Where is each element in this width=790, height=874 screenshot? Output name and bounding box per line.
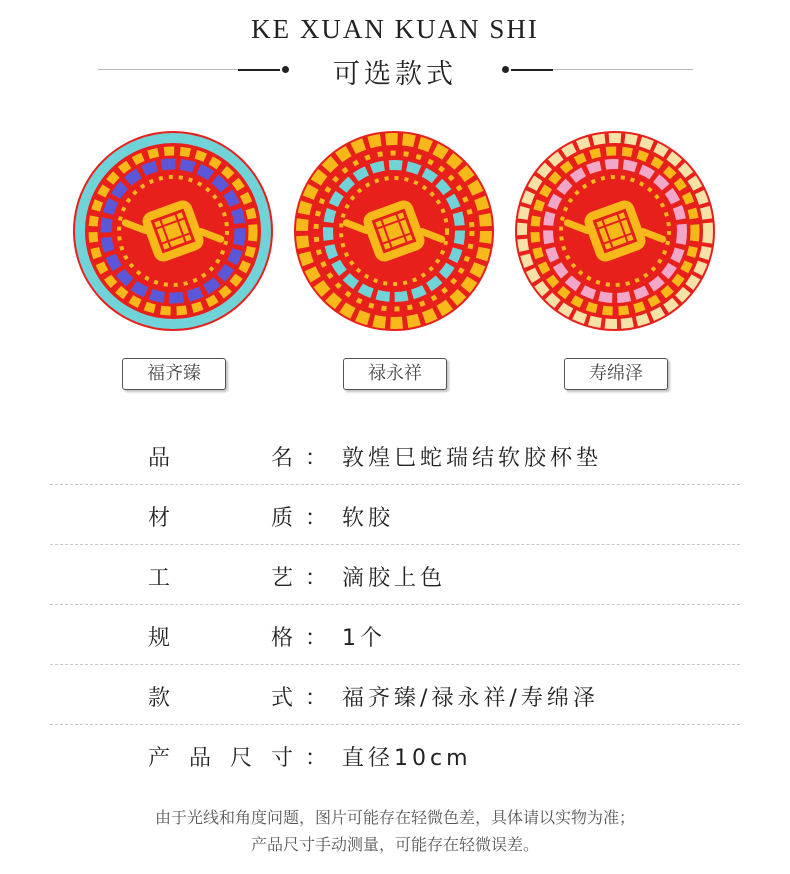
spec-value: 直径10cm xyxy=(342,746,472,771)
disclaimer-line: 由于光线和角度问题，图片可能存在轻微色差，具体请以实物为准； xyxy=(154,808,635,827)
spec-row xyxy=(50,605,740,665)
spec-row xyxy=(50,725,740,785)
spec-label: 规 格 xyxy=(148,626,293,651)
style-label-shou: 寿绵泽 xyxy=(564,358,668,390)
style-label-lu: 禄永祥 xyxy=(343,358,447,390)
chinese-knot-icon xyxy=(72,130,274,332)
spec-colon: ： xyxy=(305,686,328,711)
spec-colon: ： xyxy=(305,506,328,531)
spec-row xyxy=(50,665,740,725)
chinese-knot-icon xyxy=(514,130,716,332)
spec-label: 工 艺 xyxy=(148,566,293,591)
spec-label: 材 质 xyxy=(148,506,293,531)
coaster-image-lu xyxy=(293,130,495,332)
spec-value: 滴胶上色 xyxy=(342,566,447,591)
spec-table xyxy=(50,425,740,785)
spec-label: 款 式 xyxy=(148,686,293,711)
disclaimer-line: 产品尺寸手动测量，可能存在轻微误差。 xyxy=(250,835,539,854)
section-title: 可选款式 xyxy=(333,59,457,90)
disclaimer-notes xyxy=(0,804,790,858)
section-title-row xyxy=(0,52,790,88)
style-label-fu: 福齐臻 xyxy=(122,358,226,390)
spec-colon: ： xyxy=(305,626,328,651)
spec-value: 福齐臻/禄永祥/寿绵泽 xyxy=(342,686,599,711)
spec-row xyxy=(50,485,740,545)
chinese-knot-icon xyxy=(293,130,495,332)
spec-value: 1个 xyxy=(342,626,386,651)
divider-line xyxy=(553,69,693,70)
coaster-gallery xyxy=(0,130,790,340)
coaster-image-shou xyxy=(514,130,716,332)
divider-dot xyxy=(502,66,509,73)
divider-line xyxy=(511,69,553,71)
spec-row xyxy=(50,425,740,485)
spec-label: 品 名 xyxy=(148,446,293,471)
spec-value: 软胶 xyxy=(342,506,395,531)
spec-label: 产 品 尺 寸 xyxy=(148,746,293,771)
spec-row xyxy=(50,545,740,605)
spec-colon: ： xyxy=(305,446,328,471)
coaster-image-fu xyxy=(72,130,274,332)
spec-colon: ： xyxy=(305,746,328,771)
spec-value: 敦煌巳蛇瑞结软胶杯垫 xyxy=(342,446,603,471)
spec-colon: ： xyxy=(305,566,328,591)
english-title: KE XUAN KUAN SHI xyxy=(251,14,539,44)
